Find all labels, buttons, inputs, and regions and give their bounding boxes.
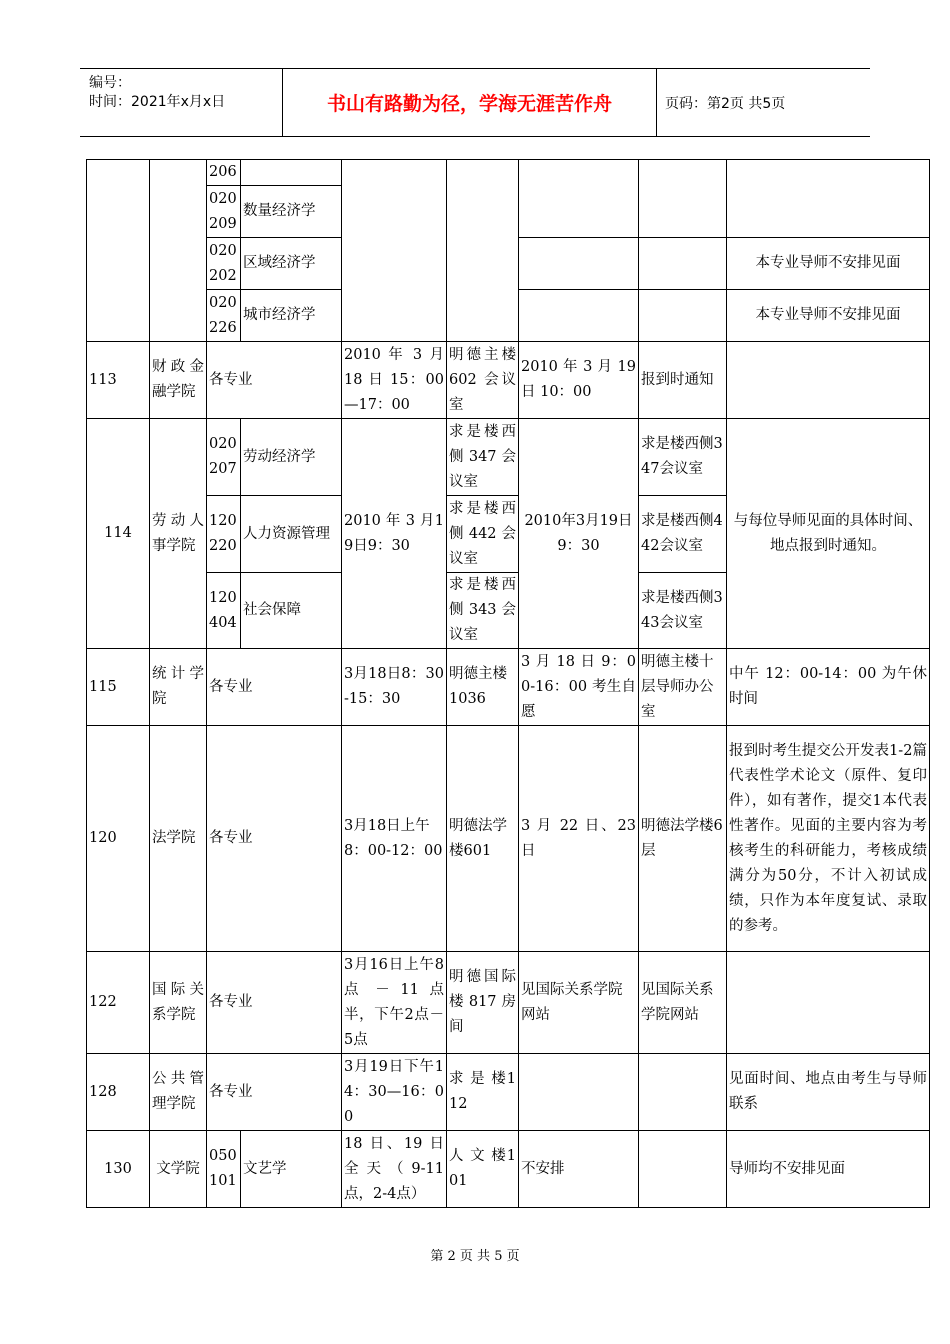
footer-page-number: 第 2 页 共 5 页	[430, 1249, 520, 1264]
page-info-text: 页码：第2页 共5页	[665, 95, 786, 112]
major-code: 020 226	[207, 290, 241, 342]
major-name: 各专业	[207, 649, 342, 726]
empty-cell	[342, 160, 447, 342]
report-time: 3月18日上午8：00-12：00	[342, 726, 447, 952]
school-code: 130	[87, 1131, 150, 1208]
remark-cell: 本专业导师不安排见面	[727, 238, 930, 290]
meeting-time: 2010 年 3 月 19 日 10：00	[519, 342, 639, 419]
report-place: 求是楼西侧 442 会议室	[447, 496, 519, 573]
remark-cell: 报到时考生提交公开发表1-2篇代表性学术论文（原件、复印件），如有著作，提交1本代表性著作。见面的主要内容为考核考生的科研能力，考核成绩满分为50分，不计入初试成绩，只作为本年度复试、录取的参考。	[727, 726, 930, 952]
major-name: 城市经济学	[241, 290, 342, 342]
report-place: 求 是 楼112	[447, 1054, 519, 1131]
empty-cell	[519, 290, 639, 342]
empty-cell	[639, 290, 727, 342]
number-label: 编号：	[89, 75, 131, 91]
remark-cell: 导师均不安排见面	[727, 1131, 930, 1208]
major-name: 各专业	[207, 726, 342, 952]
meeting-place: 明德法学楼6层	[639, 726, 727, 952]
remark-cell	[727, 342, 930, 419]
table-row	[87, 726, 930, 952]
empty-cell	[727, 160, 930, 238]
page-footer	[0, 1245, 950, 1264]
major-code: 206	[207, 160, 241, 186]
empty-cell	[241, 160, 342, 186]
meeting-place: 明德主楼十层导师办公室	[639, 649, 727, 726]
report-place: 明德主楼1036	[447, 649, 519, 726]
meeting-place: 求是楼西侧442会议室	[639, 496, 727, 573]
report-place: 明德国际楼 817 房间	[447, 952, 519, 1054]
empty-cell	[639, 238, 727, 290]
school-name: 文学院	[150, 1131, 207, 1208]
school-name: 公共管理学院	[150, 1054, 207, 1131]
report-place: 求是楼西侧 347 会议室	[447, 419, 519, 496]
remark-cell: 见面时间、地点由考生与导师联系	[727, 1054, 930, 1131]
meeting-place: 求是楼西侧347会议室	[639, 419, 727, 496]
major-code: 020 209	[207, 186, 241, 238]
meeting-time: 3 月 22 日、23日	[519, 726, 639, 952]
empty-cell	[519, 160, 639, 238]
remark-cell: 中午 12：00-14：00 为午休时间	[727, 649, 930, 726]
report-time: 3月18日8：30-15：30	[342, 649, 447, 726]
meeting-time: 2010年3月19日9：30	[519, 419, 639, 649]
table-row	[87, 342, 930, 419]
major-name: 文艺学	[241, 1131, 342, 1208]
school-name: 财政金融学院	[150, 342, 207, 419]
school-code: 113	[87, 342, 150, 419]
school-name: 劳动人事学院	[150, 419, 207, 649]
page-header	[80, 68, 870, 137]
major-code: 020 202	[207, 238, 241, 290]
major-name: 劳动经济学	[241, 419, 342, 496]
table-row	[87, 952, 930, 1054]
school-code: 120	[87, 726, 150, 952]
meeting-place: 见国际关系学院网站	[639, 952, 727, 1054]
meeting-place	[639, 1054, 727, 1131]
report-place: 明德主楼602 会议室	[447, 342, 519, 419]
major-code: 020 207	[207, 419, 241, 496]
meeting-time: 3 月 18 日 9：00-16：00 考生自愿	[519, 649, 639, 726]
empty-cell	[519, 238, 639, 290]
report-time: 3月19日下午14：30—16：00	[342, 1054, 447, 1131]
empty-cell	[150, 160, 207, 342]
remark-cell	[727, 952, 930, 1054]
major-name: 各专业	[207, 952, 342, 1054]
header-meta	[80, 69, 282, 136]
report-place: 人 文 楼101	[447, 1131, 519, 1208]
schedule-table	[86, 159, 930, 1208]
table-row	[87, 419, 930, 496]
school-code: 114	[87, 419, 150, 649]
major-name: 人力资源管理	[241, 496, 342, 573]
school-name: 国际关系学院	[150, 952, 207, 1054]
table-row	[87, 160, 930, 186]
major-code: 120 220	[207, 496, 241, 573]
remark-cell: 与每位导师见面的具体时间、地点报到时通知。	[727, 419, 930, 649]
meeting-place: 报到时通知	[639, 342, 727, 419]
report-time: 18 日、19 日全 天 （ 9-11点，2-4点）	[342, 1131, 447, 1208]
major-code: 050 101	[207, 1131, 241, 1208]
empty-cell	[87, 160, 150, 342]
meeting-time: 不安排	[519, 1131, 639, 1208]
meeting-time: 见国际关系学院网站	[519, 952, 639, 1054]
table-row	[87, 649, 930, 726]
header-motto	[282, 69, 657, 136]
major-name: 各专业	[207, 342, 342, 419]
meeting-place: 求是楼西侧343会议室	[639, 573, 727, 649]
report-time: 2010 年 3 月 18 日 15：00—17：00	[342, 342, 447, 419]
school-code: 122	[87, 952, 150, 1054]
remark-cell: 本专业导师不安排见面	[727, 290, 930, 342]
school-name: 法学院	[150, 726, 207, 952]
empty-cell	[639, 160, 727, 238]
major-name: 各专业	[207, 1054, 342, 1131]
date-label: 时间：2021年x月x日	[89, 94, 226, 110]
meeting-place	[639, 1131, 727, 1208]
major-name: 数量经济学	[241, 186, 342, 238]
major-code: 120 404	[207, 573, 241, 649]
report-place: 求是楼西侧 343 会议室	[447, 573, 519, 649]
report-time: 3月16日上午8 点 － 11 点半，下午2点－5点	[342, 952, 447, 1054]
report-time: 2010 年 3 月19日9：30	[342, 419, 447, 649]
motto-text: 书山有路勤为径，学海无涯苦作舟	[326, 93, 612, 115]
school-name: 统计学院	[150, 649, 207, 726]
table-row	[87, 1131, 930, 1208]
major-name: 社会保障	[241, 573, 342, 649]
school-code: 115	[87, 649, 150, 726]
meeting-time	[519, 1054, 639, 1131]
table-row	[87, 1054, 930, 1131]
school-code: 128	[87, 1054, 150, 1131]
report-place: 明德法学楼601	[447, 726, 519, 952]
empty-cell	[447, 160, 519, 342]
header-page-info	[656, 69, 870, 136]
major-name: 区域经济学	[241, 238, 342, 290]
